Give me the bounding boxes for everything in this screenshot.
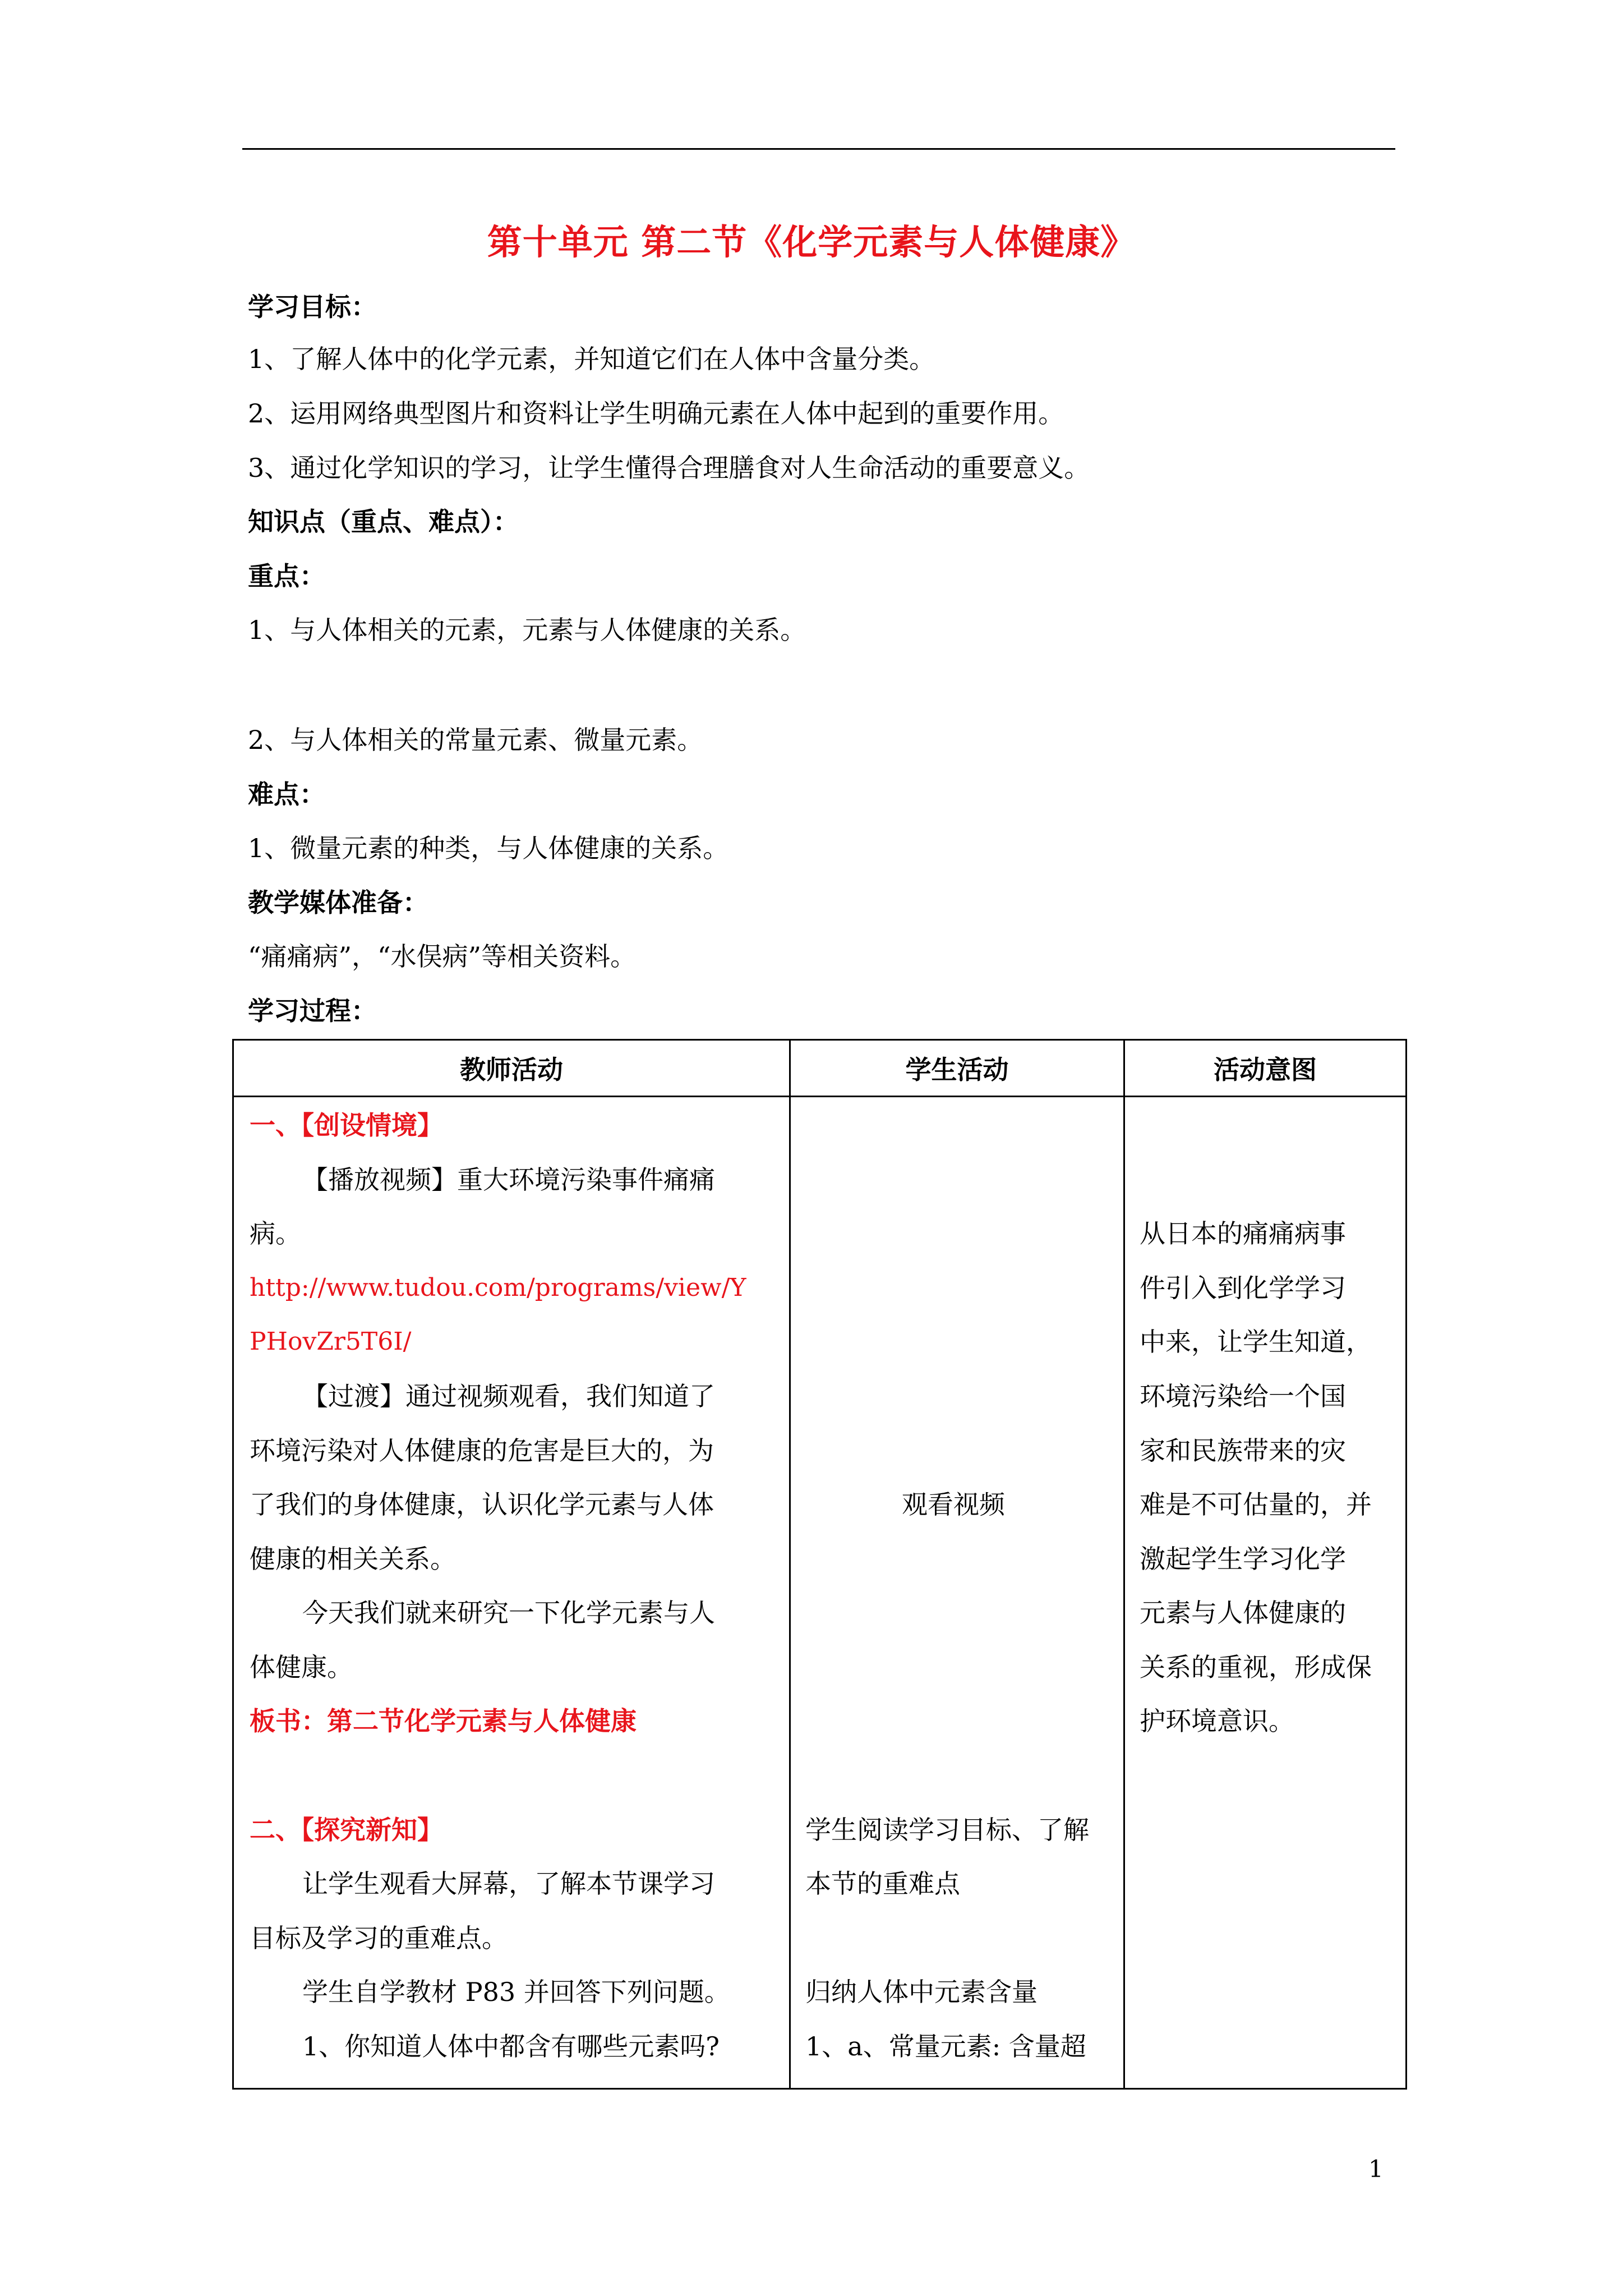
objective-item: 2、运用网络典型图片和资料让学生明确元素在人体中起到的重要作用。 [248,398,1064,429]
board-writing: 板书：第二节化学元素与人体健康 [250,1706,637,1736]
teacher-line: 体健康。 [250,1652,353,1682]
intent-line: 元素与人体健康的 [1140,1598,1346,1628]
intent-line: 难是不可估量的，并 [1140,1489,1372,1520]
teacher-line: 学生自学教材 P83 并回答下列问题。 [302,1977,730,2007]
teacher-line: 1、你知道人体中都含有哪些元素吗? [302,2031,720,2062]
media-heading: 教学媒体准备： [248,887,428,918]
intent-line: 从日本的痛痛病事 [1140,1218,1346,1249]
key-point: 1、与人体相关的元素，元素与人体健康的关系。 [248,615,806,645]
student-line: 学生阅读学习目标、了解 [805,1815,1089,1845]
teacher-line: 健康的相关关系。 [250,1544,456,1574]
difficult-heading: 难点： [248,779,325,809]
table-row [233,1097,1407,2089]
section-heading-explore: 二、【探究新知】 [250,1815,443,1845]
teacher-line: 环境污染对人体健康的危害是巨大的，为 [250,1435,714,1466]
student-activity-cell [790,1097,1124,2089]
teacher-line: 【过渡】通过视频观看，我们知道了 [302,1381,715,1411]
intent-line: 环境污染给一个国 [1140,1381,1346,1411]
teacher-activity-cell [233,1097,790,2089]
student-line: 本节的重难点 [805,1869,960,1899]
difficult-point: 1、微量元素的种类，与人体健康的关系。 [248,833,729,863]
page-number: 1 [1368,2155,1384,2183]
intent-line: 中来，让学生知道， [1140,1327,1372,1357]
section-heading-scenario: 一、【创设情境】 [250,1110,443,1140]
learning-process-table [232,1039,1407,2090]
teacher-line: 【播放视频】重大环境污染事件痛痛 [302,1165,715,1195]
header-rule [242,148,1395,150]
table-header-row [233,1040,1407,1097]
intent-line: 关系的重视，形成保 [1140,1652,1372,1682]
media-text: “痛痛病”，“水俣病”等相关资料。 [248,941,637,972]
video-link[interactable]: http://www.tudou.com/programs/view/Y [250,1273,746,1302]
teacher-line: 目标及学习的重难点。 [250,1923,508,1953]
intent-line: 家和民族带来的灾 [1140,1435,1346,1466]
document-title: 第十单元 第二节《化学元素与人体健康》 [487,222,1136,263]
intent-line: 激起学生学习化学 [1140,1544,1346,1574]
objective-item: 1、了解人体中的化学元素，并知道它们在人体中含量分类。 [248,344,935,374]
objectives-heading: 学习目标： [248,292,377,322]
teacher-line: 了我们的身体健康，认识化学元素与人体 [250,1489,714,1520]
teacher-line: 让学生观看大屏幕，了解本节课学习 [302,1869,715,1899]
video-link-continued[interactable]: PHovZr5T6I/ [250,1327,412,1356]
knowledge-heading: 知识点（重点、难点）： [248,507,519,537]
key-heading: 重点： [248,561,325,591]
key-point: 2、与人体相关的常量元素、微量元素。 [248,725,703,755]
teacher-line: 病。 [250,1218,301,1249]
intent-line: 护环境意识。 [1140,1706,1294,1736]
process-heading: 学习过程： [248,996,377,1026]
objective-item: 3、通过化学知识的学习，让学生懂得合理膳食对人生命活动的重要意义。 [248,453,1090,483]
student-line: 1、a、常量元素: 含量超 [805,2031,1086,2062]
teacher-activity-header: 教师活动 [233,1040,790,1097]
activity-intent-cell [1124,1097,1407,2089]
student-line: 观看视频 [902,1489,1005,1520]
activity-intent-header: 活动意图 [1124,1040,1407,1097]
intent-line: 件引入到化学学习 [1140,1273,1346,1303]
student-line: 归纳人体中元素含量 [805,1977,1038,2007]
student-activity-header: 学生活动 [790,1040,1124,1097]
teacher-line: 今天我们就来研究一下化学元素与人 [302,1598,715,1628]
